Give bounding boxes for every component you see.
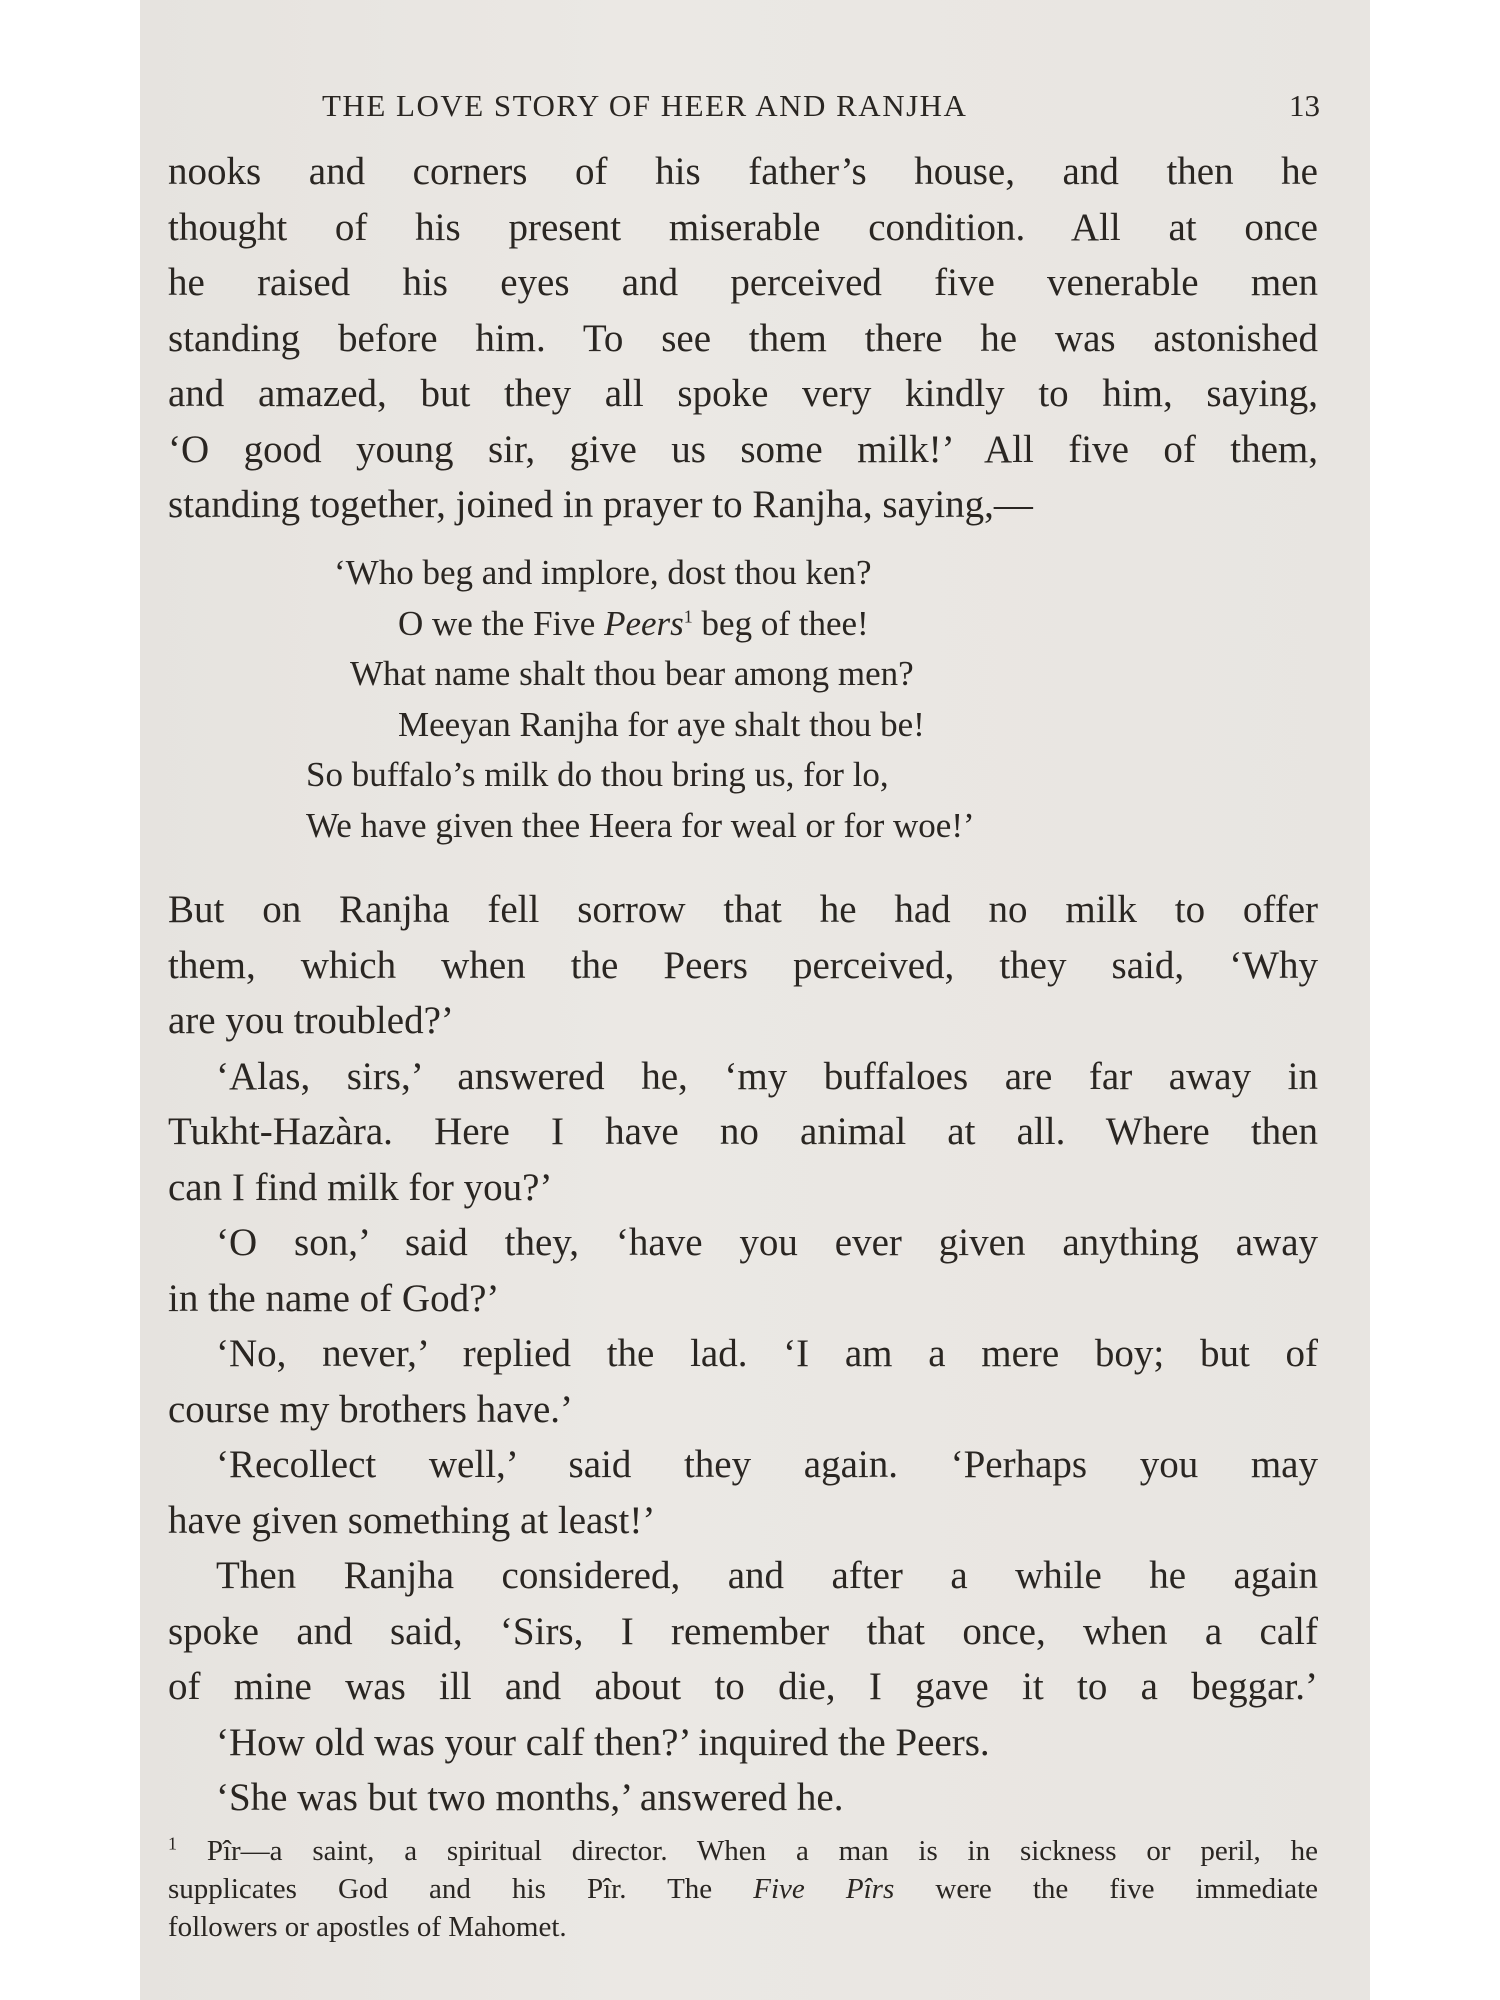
text-line: ‘Alas, sirs,’ answered he, ‘my buffaloes are far away in [216, 1054, 1318, 1098]
text-line: ‘Recollect well,’ said they again. ‘Perhaps you may [216, 1443, 1318, 1486]
page-number: 13 [1289, 88, 1320, 123]
verse-block [140, 548, 1320, 851]
text-line: in the name of God?’ [168, 1276, 500, 1320]
text-line: ‘No, never,’ replied the lad. ‘I am a mere boy; but of [216, 1332, 1318, 1375]
paragraph [168, 1049, 1318, 1216]
footnote-mark: 1 [168, 1833, 177, 1854]
text-line: have given something at least!’ [168, 1498, 656, 1542]
text-line: them, which when the Peers perceived, they said, ‘Why [168, 943, 1318, 987]
paragraph [168, 1215, 1318, 1326]
text-line: and amazed, but they all spoke very kindly to him, saying, [168, 372, 1318, 415]
book-page [140, 0, 1370, 2000]
footnote-line [168, 1832, 1318, 1870]
paragraph [168, 1437, 1318, 1548]
paragraph [168, 1548, 1318, 1715]
text-line: standing together, joined in prayer to Ranjha, saying,— [168, 483, 1033, 526]
text-line: But on Ranjha fell sorrow that he had no milk to offer [168, 888, 1318, 931]
text-line: course my brothers have.’ [168, 1387, 574, 1431]
text-line: ‘O good young sir, give us some milk!’ All five of them, [168, 427, 1318, 471]
footnote-text: supplicates God and his Pîr. The [168, 1873, 754, 1905]
opening-paragraph [168, 144, 1318, 533]
text-line: standing before him. To see them there he was astonished [168, 316, 1318, 360]
verse-line: ‘Who beg and implore, dost thou ken? [334, 553, 872, 592]
footnote-line: followers or apostles of Mahomet. [168, 1911, 567, 1943]
paragraph [168, 1715, 1318, 1771]
paragraph [168, 1770, 1318, 1826]
dialogue-text [168, 882, 1318, 1826]
footnote-text: Pîr—a saint, a spiritual director. When a man is in sickness or peril, he [177, 1835, 1318, 1867]
text-line: can I find milk for you?’ [168, 1165, 553, 1209]
text-line: thought of his present miserable condition. All at once [168, 205, 1318, 249]
text-line: ‘She was but two months,’ answered he. [216, 1776, 844, 1819]
verse-line: Meeyan Ranjha for aye shalt thou be! [398, 704, 925, 744]
footnote-text: were the five immediate [894, 1873, 1318, 1905]
text-line: ‘How old was your calf then?’ inquired the Peers. [216, 1720, 990, 1764]
verse-italic: Peers [604, 603, 684, 643]
text-line: spoke and said, ‘Sirs, I remember that once, when a calf [168, 1609, 1318, 1653]
text-line: ‘O son,’ said they, ‘have you ever given anything away [216, 1221, 1318, 1264]
text-line: are you troubled?’ [168, 999, 454, 1042]
text-line: of mine was ill and about to die, I gave it to a beggar.’ [168, 1665, 1318, 1708]
verse-text: beg of thee! [692, 603, 869, 643]
verse-line: We have given thee Heera for weal or for woe!’ [306, 805, 975, 845]
text-line: nooks and corners of his father’s house, and then he [168, 150, 1318, 193]
verse-line [140, 599, 1320, 650]
paragraph [168, 882, 1318, 1049]
paragraph [168, 1326, 1318, 1437]
verse-text: O we the Five [398, 603, 605, 643]
text-line: Then Ranjha considered, and after a while he again [216, 1554, 1318, 1597]
footnote-reference: 1 [683, 605, 693, 626]
text-line: Tukht-Hazàra. Here I have no animal at all. Where then [168, 1110, 1318, 1153]
text-line: he raised his eyes and perceived five venerable men [168, 261, 1318, 304]
footnote-line [168, 1870, 1318, 1908]
footnote [168, 1832, 1318, 1946]
running-title: THE LOVE STORY OF HEER AND RANJHA [322, 88, 968, 123]
running-head [140, 88, 1320, 138]
verse-line: So buffalo’s milk do thou bring us, for lo, [306, 755, 889, 794]
footnote-italic: Five Pîrs [753, 1873, 895, 1905]
verse-line: What name shalt thou bear among men? [350, 654, 914, 693]
